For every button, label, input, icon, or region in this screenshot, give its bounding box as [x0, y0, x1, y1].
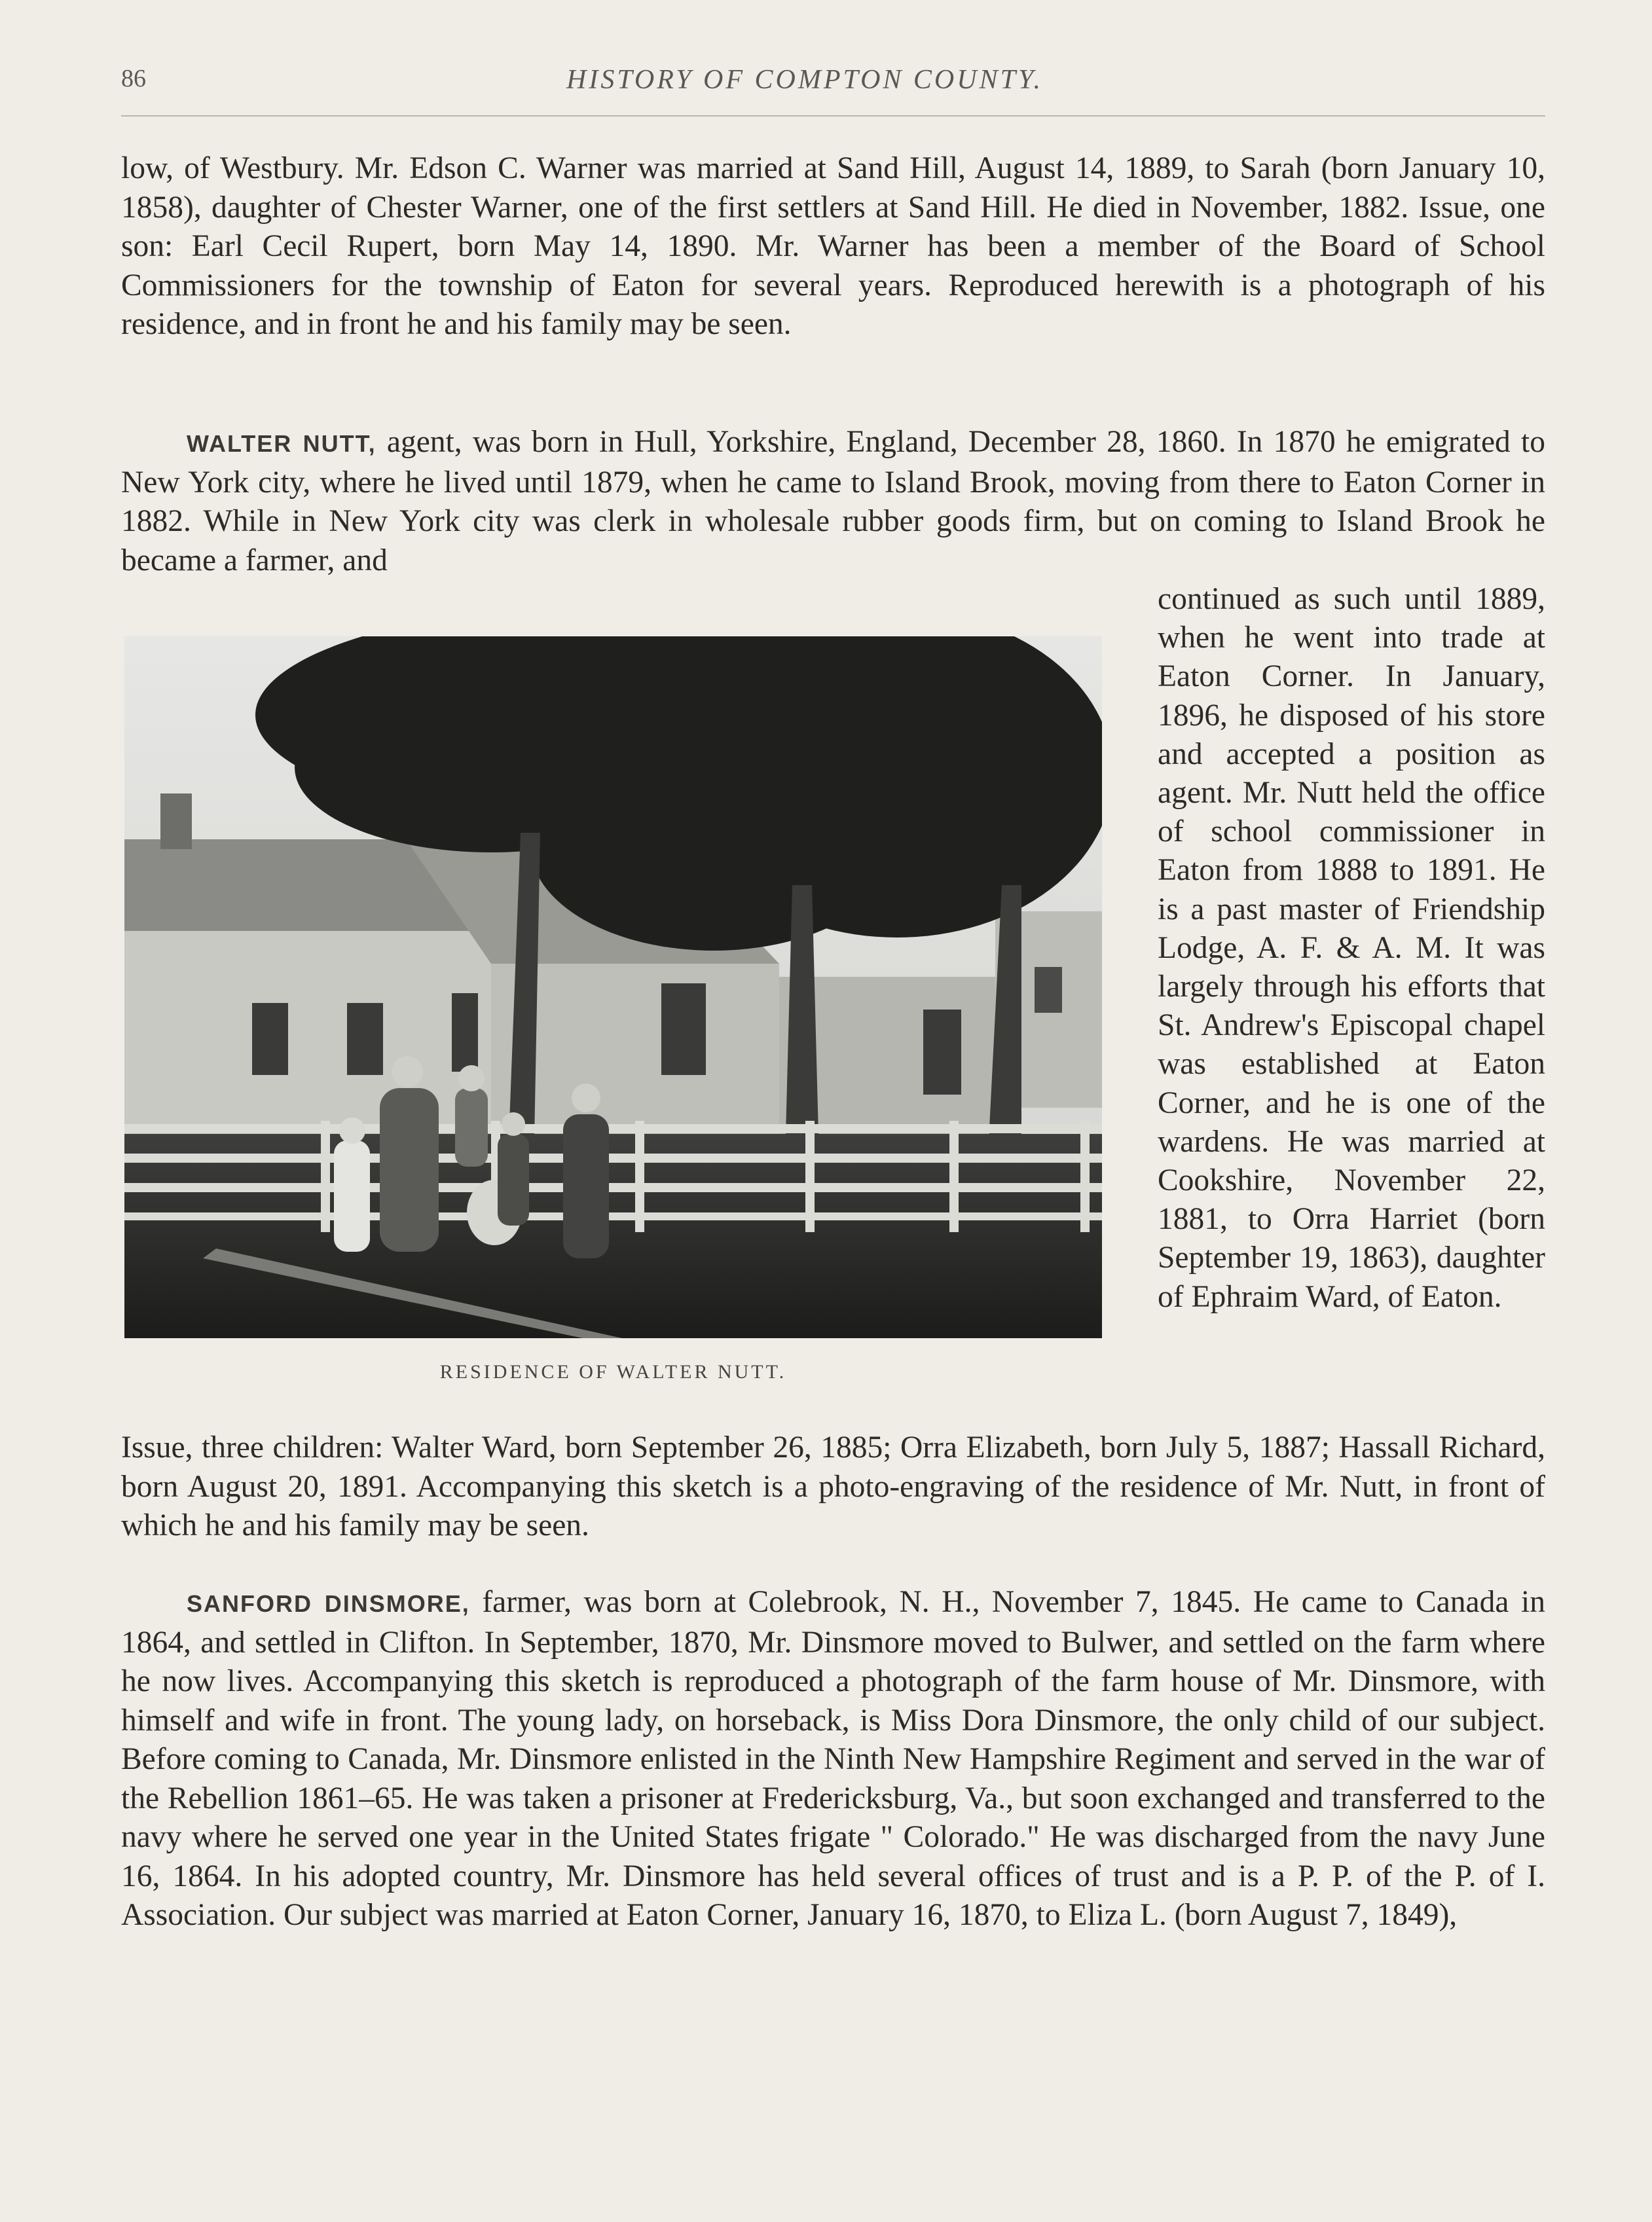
paragraph	[121, 1583, 1545, 1935]
paragraph: Issue, three children: Walter Ward, born September 26, 1885; Orra Elizabeth, born July 5, 1887; Hassall Richard, born August 20, 1891. Accompanying this sketch is a photo-engraving of the residence of Mr. Nutt, in front of which he and his family may be seen.	[121, 1430, 1545, 1542]
article-sanford-dinsmore	[121, 1583, 1545, 1935]
residence-photograph	[124, 636, 1102, 1338]
paragraph-body: farmer, was born at Colebrook, N. H., November 7, 1845. He came to Canada in 1864, and settled in Clifton. In September, 1870, Mr. Dinsmore moved to Bulwer, and settled on the farm where he now lives. Accompanying this sketch is reproduced a photograph of the farm house of Mr. Dinsmore, with himself and wife in front. The young lady, on horseback, is Miss Dora Dinsmore, the only child of our subject. Before coming to Canada, Mr. Dinsmore enlisted in the Ninth New Hampshire Regiment and served in the war of the Rebellion 1861–65. He was taken a prisoner at Fredericksburg, Va., but soon exchanged and transferred to the navy where he served one year in the United States frigate " Colorado." He was discharged from the navy June 16, 1864. In his adopted country, Mr. Dinsmore has held several offices of trust and is a P. P. of the P. of I. Association. Our subject was married at Eaton Corner, January 16, 1870, to Eliza L. (born August 7, 1849),	[121, 1585, 1545, 1932]
page-number: 86	[121, 65, 146, 92]
chimney	[160, 793, 192, 849]
article-walter-nutt-continuation	[121, 1429, 1545, 1546]
header-rule	[121, 115, 1545, 117]
photo-illustration	[124, 636, 1102, 1338]
running-title: HISTORY OF COMPTON COUNTY.	[566, 65, 1043, 95]
paragraph	[121, 423, 1545, 580]
person-name: SANFORD DINSMORE,	[187, 1590, 470, 1617]
article-walter-nutt	[121, 423, 1545, 580]
person-name: WALTER NUTT,	[187, 430, 376, 457]
article-warner-continuation	[121, 149, 1545, 344]
page-header	[121, 64, 1545, 103]
paragraph-side: continued as such until 1889, when he went into trade at Eaton Corner. In January, 1896, he disposed of his store and accepted a position as agent. Mr. Nutt held the office of school commissioner in Eaton from 1888 to 1891. He is a past master of Friendship Lodge, A. F. & A. M. It was largely through his efforts that St. Andrew's Episcopal chapel was established at Eaton Corner, and he is one of the wardens. He was married at Cookshire, November 22, 1881, to Orra Harriet (born September 19, 1863), daughter of Ephraim Ward, of Eaton.	[1158, 582, 1545, 1314]
figure-caption: RESIDENCE OF WALTER NUTT.	[439, 1361, 787, 1383]
paragraph: low, of Westbury. Mr. Edson C. Warner was married at Sand Hill, August 14, 1889, to Sarah (born January 10, 1858), daughter of Chester Warner, one of the first settlers at Sand Hill. He died in November, 1882. Issue, one son: Earl Cecil Rupert, born May 14, 1890. Mr. Warner has been a member of the Board of School Commissioners for the township of Eaton for several years. Reproduced herewith is a photograph of his residence, and in front he and his family may be seen.	[121, 151, 1545, 341]
article-walter-nutt-side-column	[1158, 580, 1545, 1317]
paragraph-lead: agent, was born in Hull, Yorkshire, England, December 28, 1860. In 1870 he emigrated to New York city, where he lived until 1879, when he came to Island Brook, moving from there to Eaton Corner in 1882. While in New York city was clerk in wholesale rubber goods firm, but on coming to Island Brook he became a farmer, and	[121, 425, 1545, 577]
window	[923, 1010, 961, 1095]
window	[1035, 967, 1062, 1013]
